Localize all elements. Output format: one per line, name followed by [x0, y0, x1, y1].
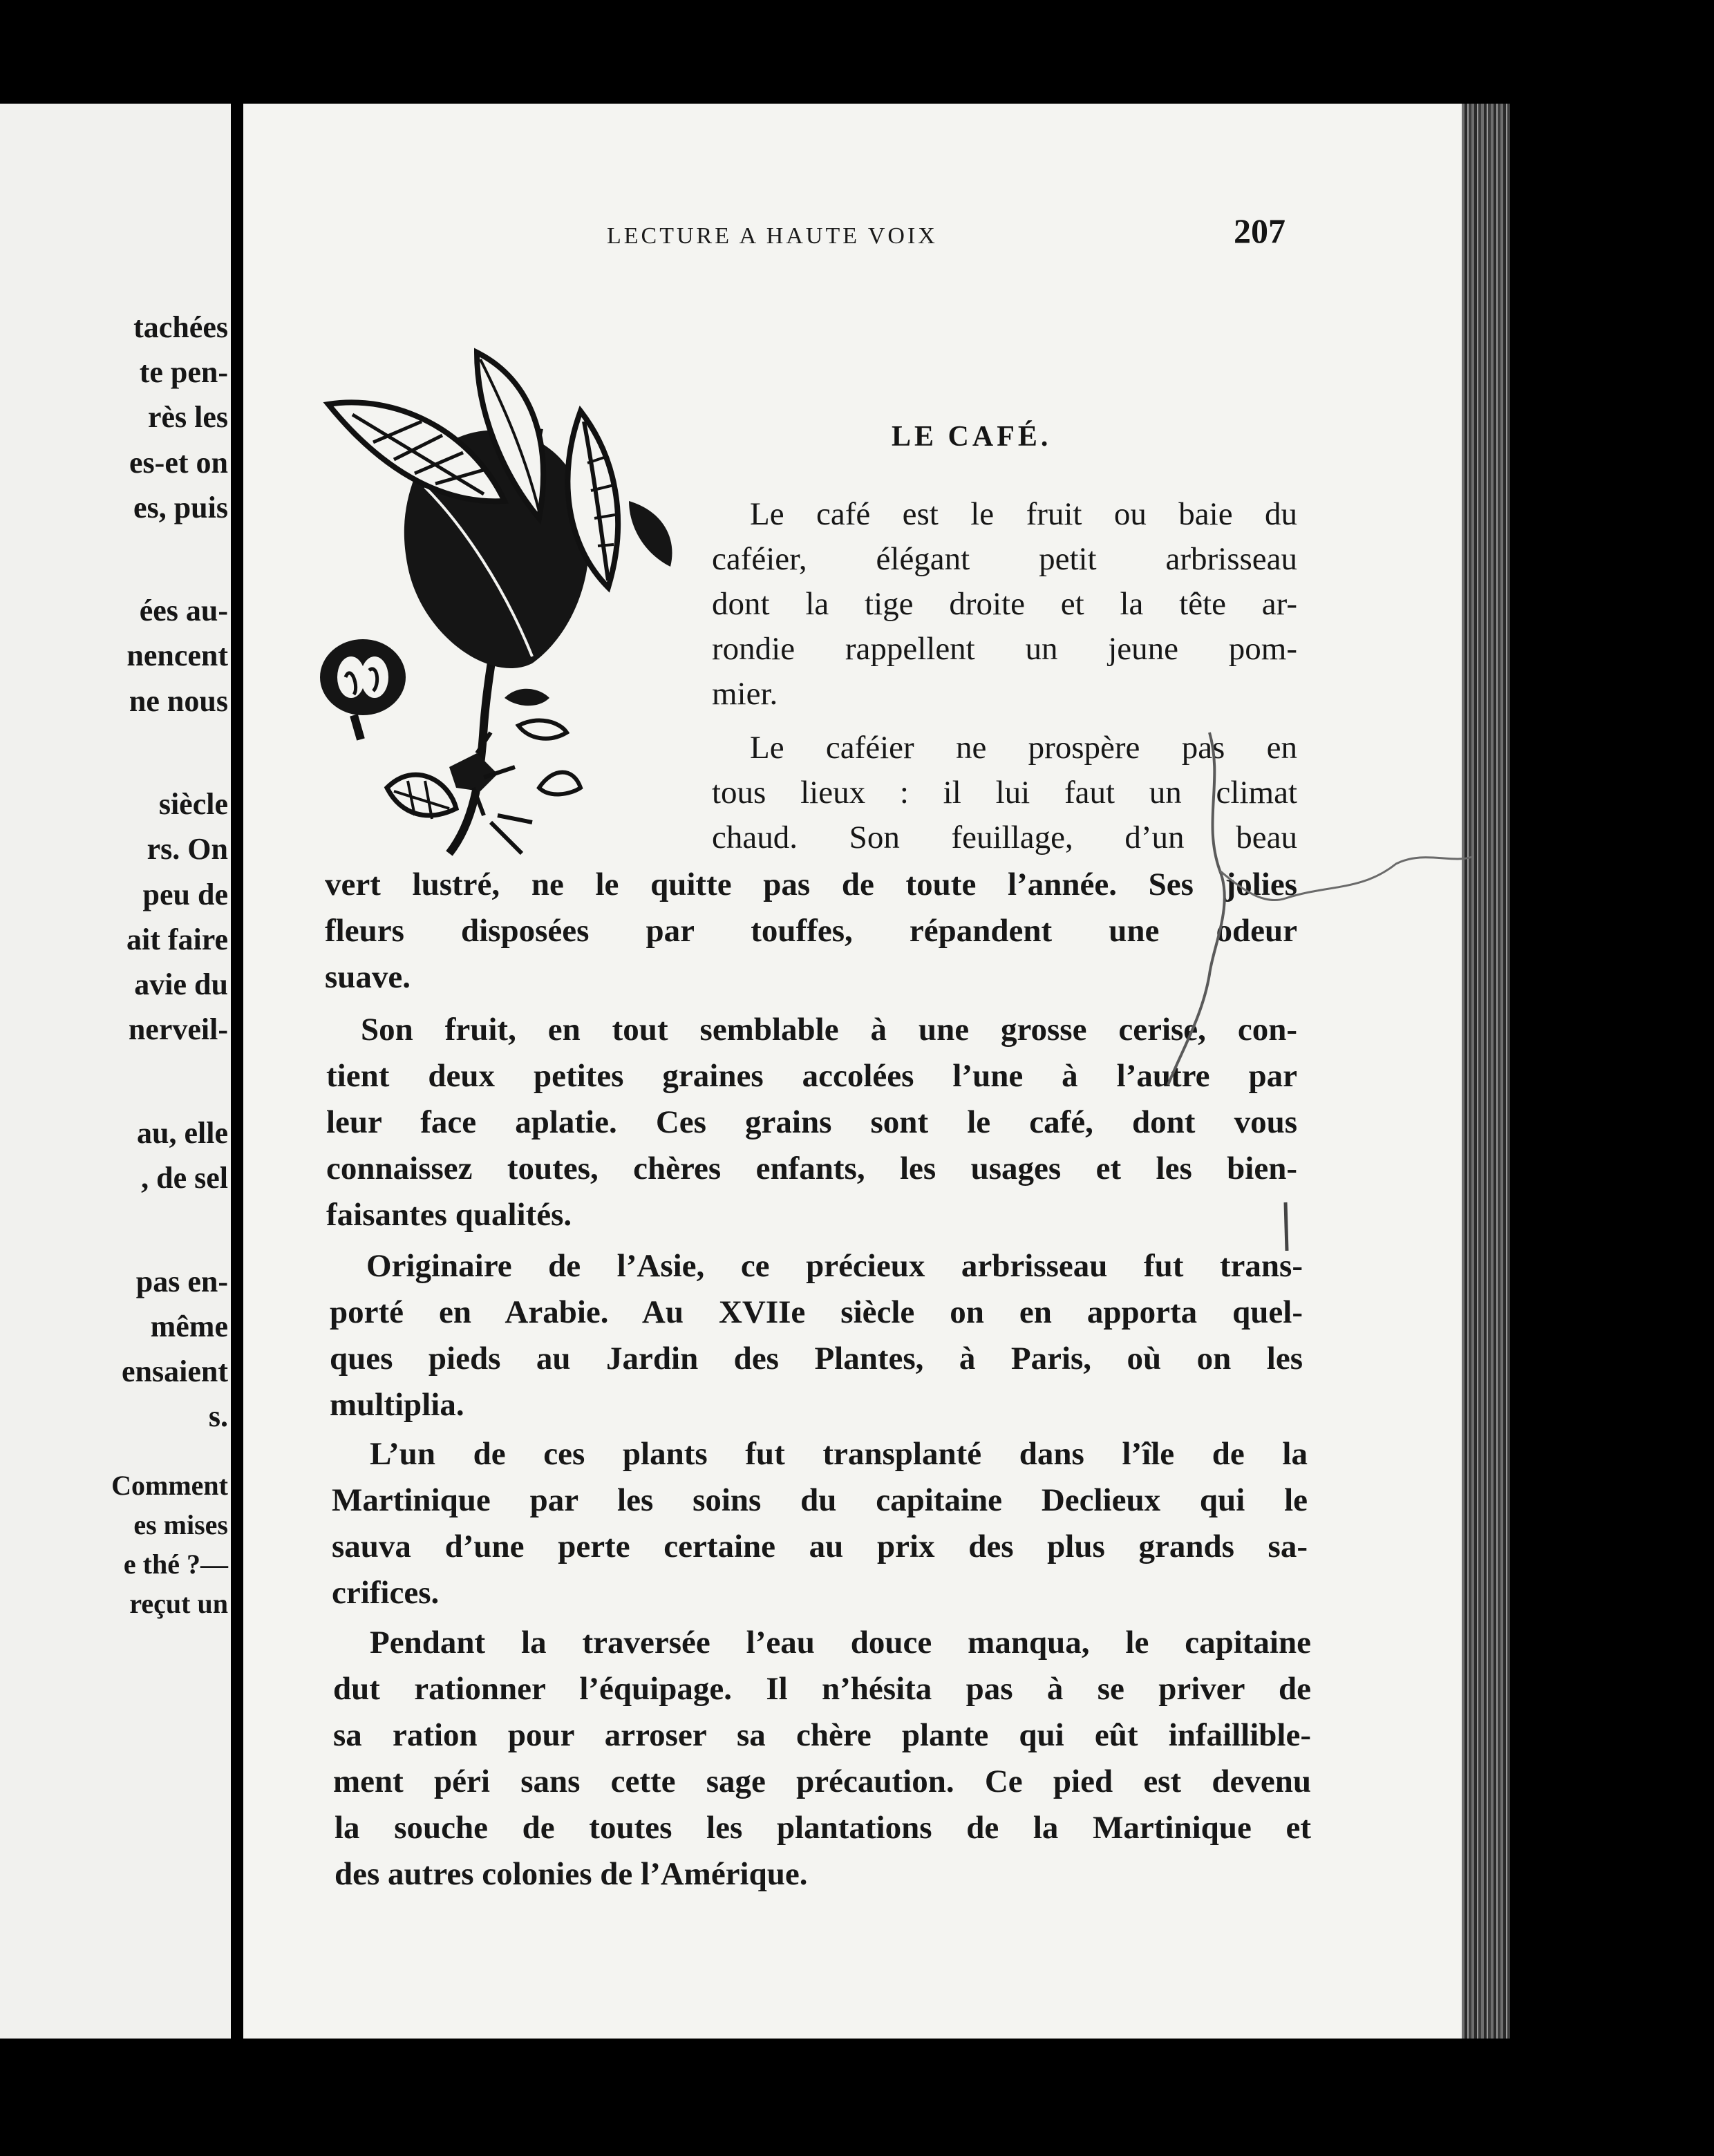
text-line: ques pieds au Jardin des Plantes, à Paris, où on les — [330, 1341, 1303, 1377]
article-title: LE CAFÉ. — [892, 421, 1052, 453]
text-line: sauva d’une perte certaine au prix des plus grands sa- — [332, 1529, 1308, 1564]
text-line: Martinique par les soins du capitaine Declieux qui le — [332, 1482, 1308, 1518]
left-page-line: e thé ?— — [123, 1549, 228, 1580]
text-line: tous lieux : il lui faut un climat — [712, 775, 1297, 811]
left-page-line: nerveil- — [128, 1012, 228, 1046]
left-page-line: siècle — [158, 787, 228, 821]
text-line: Pendant la traversée l’eau douce manqua, le capitaine — [370, 1625, 1311, 1661]
left-page-line: ensaient — [122, 1354, 228, 1388]
text-line: Son fruit, en tout semblable à une grosse cerise, con- — [361, 1012, 1297, 1048]
left-page-line: pas en- — [135, 1265, 228, 1298]
text-line: sa ration pour arroser sa chère plante qui eût infaillible- — [333, 1717, 1311, 1753]
text-line: Le caféier ne prospère pas en — [750, 730, 1297, 766]
text-line: rondie rappellent un jeune pom- — [712, 631, 1297, 667]
text-line: des autres colonies de l’Amérique. — [335, 1856, 808, 1892]
coffee-plant-illustration — [311, 339, 698, 864]
text-line: leur face aplatie. Ces grains sont le café, dont vous — [326, 1104, 1297, 1140]
left-page-line: ait faire — [126, 923, 228, 956]
left-page-line: avie du — [134, 967, 228, 1001]
text-line: dont la tige droite et la tête ar- — [712, 586, 1297, 622]
text-line: multiplia. — [330, 1387, 464, 1423]
page-edges — [1462, 104, 1510, 2039]
text-line: crifices. — [332, 1575, 440, 1611]
text-line: suave. — [325, 959, 411, 995]
left-page-line: même — [150, 1309, 228, 1343]
text-line: fleurs disposées par touffes, répandent une odeur — [325, 913, 1297, 949]
left-page-line: tachées — [133, 310, 228, 344]
page-number: 207 — [1234, 211, 1286, 250]
left-page-line: es mises — [133, 1509, 228, 1540]
left-page-line: ne nous — [129, 684, 228, 718]
text-line: Originaire de l’Asie, ce précieux arbrisseau fut trans- — [366, 1248, 1303, 1284]
left-facing-page — [0, 104, 231, 2039]
text-line: mier. — [712, 676, 778, 712]
left-page-line: rs. On — [147, 832, 228, 866]
left-page-line: rès les — [147, 400, 228, 434]
left-page-line: s. — [208, 1399, 228, 1433]
text-line: tient deux petites graines accolées l’une à l’autre par — [326, 1058, 1297, 1094]
left-page-line: Comment — [111, 1470, 228, 1501]
left-page-line: es-et on — [129, 446, 228, 480]
left-page-line: reçut un — [129, 1588, 228, 1619]
left-page-line: ées au- — [139, 594, 228, 627]
left-page-line: au, elle — [137, 1116, 228, 1150]
text-line: faisantes qualités. — [326, 1197, 572, 1233]
text-line: L’un de ces plants fut transplanté dans l’île de la — [370, 1436, 1308, 1472]
text-line: chaud. Son feuillage, d’un beau — [712, 820, 1297, 855]
left-page-line: nencent — [126, 639, 228, 672]
left-page-line: peu de — [142, 878, 228, 911]
text-line: vert lustré, ne le quitte pas de toute l’année. Ses jolies — [325, 867, 1297, 902]
text-line: dut rationner l’équipage. Il n’hésita pas à se priver de — [333, 1671, 1311, 1707]
left-page-line: te pen- — [139, 355, 228, 389]
text-line: connaissez toutes, chères enfants, les usages et les bien- — [326, 1151, 1297, 1186]
text-line: la souche de toutes les plantations de la Martinique et — [335, 1810, 1311, 1846]
text-line: ment péri sans cette sage précaution. Ce pied est devenu — [333, 1763, 1311, 1799]
text-line: porté en Arabie. Au XVIIe siècle on en apporta quel- — [330, 1294, 1303, 1330]
running-header: LECTURE A HAUTE VOIX — [607, 223, 938, 249]
text-line: caféier, élégant petit arbrisseau — [712, 541, 1297, 577]
left-page-line: es, puis — [133, 491, 228, 524]
left-page-line: , de sel — [141, 1161, 228, 1195]
text-line: Le café est le fruit ou baie du — [750, 496, 1297, 532]
